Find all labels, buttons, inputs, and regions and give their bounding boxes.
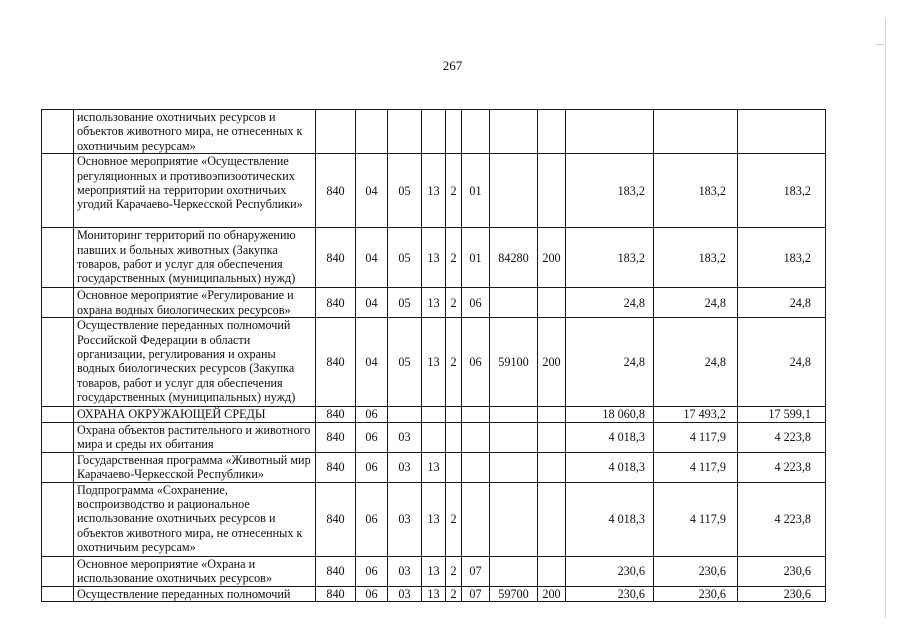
- subprogram-code-cell: [446, 110, 462, 154]
- row-number-cell: [42, 422, 74, 452]
- direction-code-cell: 59100: [490, 318, 538, 407]
- gl-code-cell: [316, 110, 356, 154]
- subprogram-code-cell: 2: [446, 154, 462, 228]
- amount-year2-cell: 4 117,9: [654, 422, 738, 452]
- item-name-cell: Осуществление переданных полномочий: [74, 586, 316, 601]
- subprogram-code-cell: 2: [446, 228, 462, 288]
- subsection-code-cell: 05: [388, 228, 422, 288]
- activity-code-cell: 01: [462, 154, 490, 228]
- activity-code-cell: [462, 482, 490, 556]
- amount-year2-cell: 183,2: [654, 154, 738, 228]
- expense-type-cell: 200: [538, 586, 566, 601]
- subprogram-code-cell: [446, 407, 462, 422]
- subsection-code-cell: [388, 110, 422, 154]
- program-code-cell: 13: [422, 482, 446, 556]
- amount-year3-cell: 24,8: [738, 318, 826, 407]
- subsection-code-cell: 03: [388, 556, 422, 586]
- amount-year3-cell: 4 223,8: [738, 482, 826, 556]
- subprogram-code-cell: 2: [446, 318, 462, 407]
- expense-type-cell: [538, 288, 566, 318]
- row-number-cell: [42, 288, 74, 318]
- direction-code-cell: [490, 110, 538, 154]
- amount-year2-cell: 230,6: [654, 556, 738, 586]
- amount-year3-cell: 4 223,8: [738, 452, 826, 482]
- section-code-cell: 06: [356, 422, 388, 452]
- item-name-cell: Охрана объектов растительного и животного мира и среды их обитания: [74, 422, 316, 452]
- subprogram-code-cell: [446, 452, 462, 482]
- amount-year3-cell: 4 223,8: [738, 422, 826, 452]
- gl-code-cell: 840: [316, 422, 356, 452]
- subsection-code-cell: 05: [388, 154, 422, 228]
- activity-code-cell: [462, 452, 490, 482]
- gl-code-cell: 840: [316, 482, 356, 556]
- table-row: [42, 318, 826, 407]
- amount-year3-cell: 17 599,1: [738, 407, 826, 422]
- item-name-cell: Государственная программа «Животный мир Карачаево-Черкесской Республики»: [74, 452, 316, 482]
- amount-year2-cell: 24,8: [654, 288, 738, 318]
- subsection-code-cell: [388, 407, 422, 422]
- activity-code-cell: 07: [462, 586, 490, 601]
- subsection-code-cell: 03: [388, 482, 422, 556]
- direction-code-cell: 59700: [490, 586, 538, 601]
- program-code-cell: 13: [422, 586, 446, 601]
- section-code-cell: 06: [356, 407, 388, 422]
- scan-edge-mark: [876, 44, 884, 45]
- table-row: [42, 407, 826, 422]
- row-number-cell: [42, 318, 74, 407]
- program-code-cell: 13: [422, 154, 446, 228]
- amount-year2-cell: 24,8: [654, 318, 738, 407]
- gl-code-cell: 840: [316, 318, 356, 407]
- activity-code-cell: [462, 407, 490, 422]
- subprogram-code-cell: 2: [446, 288, 462, 318]
- gl-code-cell: 840: [316, 154, 356, 228]
- table-body: [42, 110, 826, 602]
- gl-code-cell: 840: [316, 586, 356, 601]
- subprogram-code-cell: 2: [446, 482, 462, 556]
- gl-code-cell: 840: [316, 556, 356, 586]
- subprogram-code-cell: [446, 422, 462, 452]
- amount-year2-cell: 230,6: [654, 586, 738, 601]
- table-row: [42, 228, 826, 288]
- direction-code-cell: [490, 482, 538, 556]
- row-number-cell: [42, 228, 74, 288]
- direction-code-cell: [490, 288, 538, 318]
- expense-type-cell: [538, 422, 566, 452]
- item-name-cell: Мониторинг территорий по обнаружению павших и больных животных (Закупка товаров, работ и услуг для обеспечения государственных (муниципальных) нужд): [74, 228, 316, 288]
- amount-year1-cell: 24,8: [566, 318, 654, 407]
- amount-year1-cell: 183,2: [566, 228, 654, 288]
- direction-code-cell: [490, 154, 538, 228]
- direction-code-cell: [490, 452, 538, 482]
- table-row: [42, 110, 826, 154]
- amount-year2-cell: 4 117,9: [654, 482, 738, 556]
- table-row: [42, 452, 826, 482]
- gl-code-cell: 840: [316, 452, 356, 482]
- section-code-cell: 06: [356, 482, 388, 556]
- expense-type-cell: 200: [538, 318, 566, 407]
- subsection-code-cell: 05: [388, 318, 422, 407]
- program-code-cell: [422, 407, 446, 422]
- table-row: [42, 482, 826, 556]
- table-row: [42, 422, 826, 452]
- amount-year1-cell: 183,2: [566, 154, 654, 228]
- program-code-cell: 13: [422, 288, 446, 318]
- subsection-code-cell: 03: [388, 452, 422, 482]
- amount-year2-cell: 17 493,2: [654, 407, 738, 422]
- activity-code-cell: [462, 110, 490, 154]
- program-code-cell: 13: [422, 452, 446, 482]
- activity-code-cell: 06: [462, 288, 490, 318]
- amount-year3-cell: 183,2: [738, 154, 826, 228]
- amount-year1-cell: 4 018,3: [566, 422, 654, 452]
- subsection-code-cell: 03: [388, 586, 422, 601]
- amount-year2-cell: 4 117,9: [654, 452, 738, 482]
- section-code-cell: 06: [356, 452, 388, 482]
- amount-year3-cell: 24,8: [738, 288, 826, 318]
- amount-year3-cell: 230,6: [738, 556, 826, 586]
- expense-type-cell: [538, 482, 566, 556]
- amount-year1-cell: 230,6: [566, 556, 654, 586]
- item-name-cell: Основное мероприятие «Осуществление регуляционных и противоэпизоотических мероприятий на территории охотничьих угодий Карачаево-Черкесской Республики»: [74, 154, 316, 228]
- amount-year1-cell: 230,6: [566, 586, 654, 601]
- expense-type-cell: [538, 154, 566, 228]
- expense-type-cell: [538, 407, 566, 422]
- direction-code-cell: [490, 422, 538, 452]
- section-code-cell: 06: [356, 556, 388, 586]
- amount-year1-cell: 18 060,8: [566, 407, 654, 422]
- amount-year3-cell: 183,2: [738, 228, 826, 288]
- program-code-cell: 13: [422, 556, 446, 586]
- section-code-cell: [356, 110, 388, 154]
- table-row: [42, 556, 826, 586]
- table-row: [42, 288, 826, 318]
- program-code-cell: 13: [422, 228, 446, 288]
- row-number-cell: [42, 154, 74, 228]
- activity-code-cell: 01: [462, 228, 490, 288]
- activity-code-cell: [462, 422, 490, 452]
- row-number-cell: [42, 556, 74, 586]
- amount-year1-cell: 4 018,3: [566, 452, 654, 482]
- section-code-cell: 04: [356, 318, 388, 407]
- table-row: [42, 154, 826, 228]
- amount-year2-cell: 183,2: [654, 228, 738, 288]
- row-number-cell: [42, 452, 74, 482]
- page-number: 267: [442, 58, 463, 73]
- subprogram-code-cell: 2: [446, 586, 462, 601]
- amount-year2-cell: [654, 110, 738, 154]
- row-number-cell: [42, 407, 74, 422]
- direction-code-cell: [490, 556, 538, 586]
- item-name-cell: Подпрограмма «Сохранение, воспроизводство и рациональное использование охотничьих ресурсов и объектов животного мира, не отнесенных к охотничьим ресурсам»: [74, 482, 316, 556]
- expense-type-cell: [538, 110, 566, 154]
- row-number-cell: [42, 586, 74, 601]
- gl-code-cell: 840: [316, 407, 356, 422]
- expense-type-cell: [538, 452, 566, 482]
- row-number-cell: [42, 110, 74, 154]
- item-name-cell: Осуществление переданных полномочий Российской Федерации в области организации, регулирования и охраны водных биологических ресурсов (Закупка товаров, работ и услуг для обеспечения государственных (муниципальных) нужд): [74, 318, 316, 407]
- section-code-cell: 04: [356, 154, 388, 228]
- subprogram-code-cell: 2: [446, 556, 462, 586]
- subsection-code-cell: 03: [388, 422, 422, 452]
- amount-year3-cell: 230,6: [738, 586, 826, 601]
- amount-year3-cell: [738, 110, 826, 154]
- activity-code-cell: 07: [462, 556, 490, 586]
- direction-code-cell: [490, 407, 538, 422]
- budget-table: [41, 109, 826, 602]
- scan-edge-line: [885, 18, 886, 618]
- program-code-cell: [422, 422, 446, 452]
- gl-code-cell: 840: [316, 228, 356, 288]
- section-code-cell: 04: [356, 228, 388, 288]
- item-name-cell: использование охотничьих ресурсов и объектов животного мира, не отнесенных к охотничьим ресурсам»: [74, 110, 316, 154]
- expense-type-cell: [538, 556, 566, 586]
- amount-year1-cell: 4 018,3: [566, 482, 654, 556]
- program-code-cell: [422, 110, 446, 154]
- gl-code-cell: 840: [316, 288, 356, 318]
- subsection-code-cell: 05: [388, 288, 422, 318]
- direction-code-cell: 84280: [490, 228, 538, 288]
- item-name-cell: ОХРАНА ОКРУЖАЮЩЕЙ СРЕДЫ: [74, 407, 316, 422]
- row-number-cell: [42, 482, 74, 556]
- table-row: [42, 586, 826, 601]
- amount-year1-cell: 24,8: [566, 288, 654, 318]
- activity-code-cell: 06: [462, 318, 490, 407]
- item-name-cell: Основное мероприятие «Охрана и использование охотничьих ресурсов»: [74, 556, 316, 586]
- item-name-cell: Основное мероприятие «Регулирование и охрана водных биологических ресурсов»: [74, 288, 316, 318]
- expense-type-cell: 200: [538, 228, 566, 288]
- section-code-cell: 06: [356, 586, 388, 601]
- section-code-cell: 04: [356, 288, 388, 318]
- amount-year1-cell: [566, 110, 654, 154]
- program-code-cell: 13: [422, 318, 446, 407]
